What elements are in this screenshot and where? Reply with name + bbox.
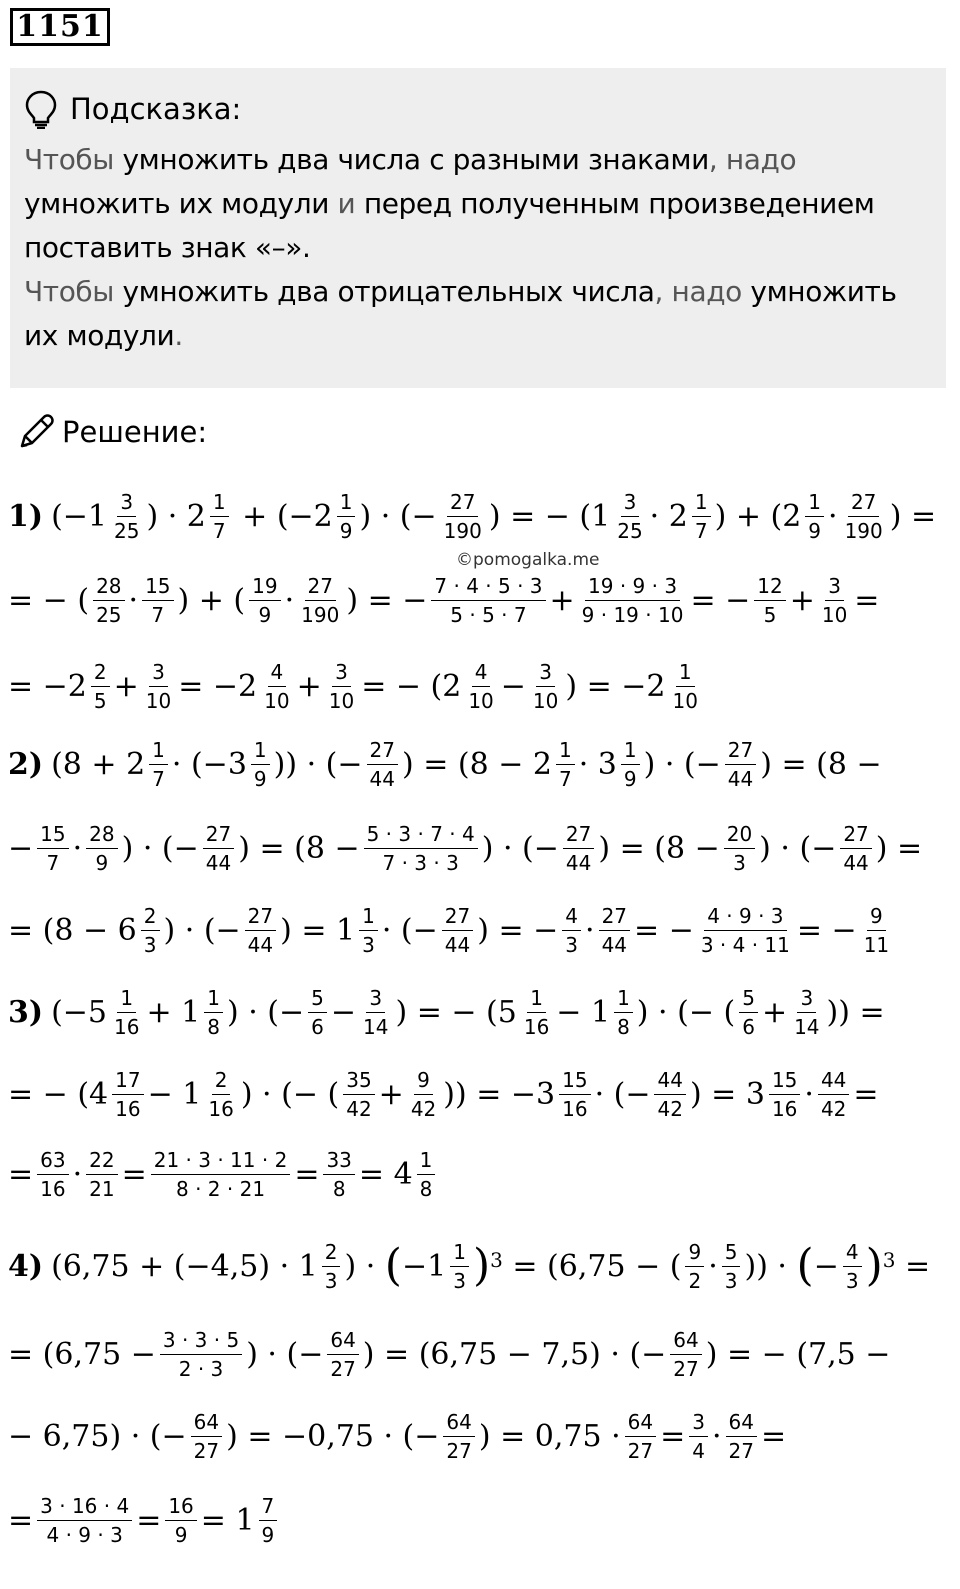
hint-text-part: умножить два отрицательных числа xyxy=(122,275,655,308)
hint-text-part: . xyxy=(174,319,183,352)
solution-line: 4) (6,75 + (−4,5) · 1 2 3 ) · ( −1 1 3 ) $^3$ = (6,75 − ( 9 2 · 5 3 )) · ( − 4 3 ) $^3$ = xyxy=(8,1239,931,1293)
pencil-icon xyxy=(16,412,56,452)
hint-text xyxy=(24,138,932,358)
solution-title: Решение: xyxy=(62,415,208,449)
hint-text-part: умножить два числа с разными знаками xyxy=(122,143,709,176)
hint-text-part: поставить знак «–». xyxy=(24,231,311,264)
item-label: 4) xyxy=(8,1248,44,1284)
hint-text-part: и xyxy=(329,187,364,220)
hint-text-part: их модули xyxy=(24,319,175,352)
item-label: 2) xyxy=(8,746,44,782)
solution-line: − 6,75) · (− 64 27 ) = −0,75 · (− 64 27 ) = 0,75 · 64 27 = 3 4 · 64 27 = xyxy=(8,1409,787,1463)
watermark: ©pomogalka.me xyxy=(456,550,600,570)
solution-line: = (6,75 − 3 · 3 · 5 2 · 3 ) · (− 64 27 ) = (6,75 − 7,5) · (− 64 27 ) = − (7,5 − xyxy=(8,1327,891,1381)
problem-number: 1151 xyxy=(10,8,110,46)
solution-line: 2) (8 + 2 1 7 · (−3 1 9 )) · (− 27 44 ) = (8 − 2 1 7 · 3 1 9 ) · (− 27 44 ) = (8 − xyxy=(8,737,882,791)
hint-header xyxy=(24,82,932,136)
solution-header xyxy=(16,412,207,452)
hint-text-part: Чтобы xyxy=(24,143,123,176)
hint-text-part: Чтобы xyxy=(24,275,123,308)
hint-text-part: , надо xyxy=(654,275,751,308)
hint-title: Подсказка: xyxy=(70,92,242,126)
solution-line: 3) (−5 1 16 + 1 1 8 ) · (− 5 6 − 3 14 ) = − (5 1 16 − 1 1 8 ) · (− ( 5 6 + 3 14 )) = xyxy=(8,985,885,1039)
solution-line: = (8 − 6 2 3 ) · (− 27 44 ) = 1 1 3 · (− 27 44 ) = − 4 3 · 27 44 = − 4 · 9 · 3 3 · 4 · 11 = − 9 11 xyxy=(8,903,890,957)
item-label: 1) xyxy=(8,498,44,534)
solution-line: = 3 · 16 · 4 4 · 9 · 3 = 16 9 = 1 7 9 xyxy=(8,1480,281,1560)
hint-box xyxy=(10,68,946,388)
hint-text-part: умножить их модули xyxy=(24,187,330,220)
hint-text-part: умножить xyxy=(750,275,897,308)
solution-line: = 63 16 · 22 21 = 21 · 3 · 11 · 2 8 · 2 · 21 = 33 8 = 4 1 8 xyxy=(8,1134,439,1214)
solution-line: − 15 7 · 28 9 ) · (− 27 44 ) = (8 − 5 · 3 · 7 · 4 7 · 3 · 3 ) · (− 27 44 ) = (8 − 20 3 ) · (− 27 44 ) = xyxy=(8,821,923,875)
solution-line: = − ( 28 25 · 15 7 ) + ( 19 9 · 27 190 ) = − 7 · 4 · 5 · 3 5 · 5 · 7 + 19 · 9 · 3 9 · 19 · 10 = − 12 5 + 3 10 = xyxy=(8,573,880,627)
solution-line: 1) (−1 3 25 ) · 2 1 7 + (−2 1 9 ) · (− 27 190 ) = − (1 3 25 · 2 1 7 ) + (2 1 9 · 27 190 ) = xyxy=(8,489,937,543)
solution-line: = −2 2 5 + 3 10 = −2 4 10 + 3 10 = − (2 4 10 − 3 10 ) = −2 1 10 xyxy=(8,659,698,713)
item-label: 3) xyxy=(8,994,44,1030)
solution-line: = − (4 17 16 − 1 2 16 ) · (− ( 35 42 + 9 42 )) = −3 15 16 · (− 44 42 ) = 3 15 16 · 44 42 = xyxy=(8,1067,879,1121)
hint-text-part: перед полученным произведением xyxy=(363,187,875,220)
lightbulb-icon xyxy=(24,89,58,129)
hint-text-part: , надо xyxy=(708,143,797,176)
